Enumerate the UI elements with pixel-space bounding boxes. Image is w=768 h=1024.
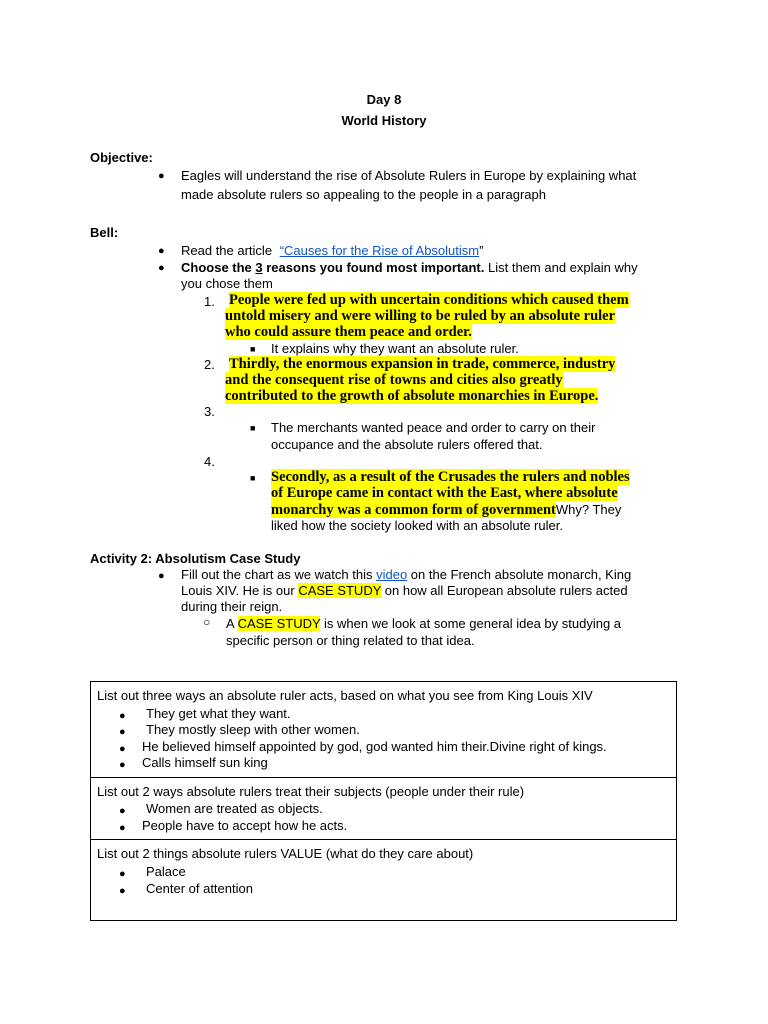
chart-answer[interactable]: People have to accept how he acts.	[142, 818, 348, 833]
activity-line-3: during their reign.	[181, 599, 283, 614]
square-bullet-icon: ■	[250, 423, 256, 433]
circle-bullet-icon: ○	[203, 615, 211, 629]
choose-bold-a: Choose the	[181, 260, 256, 275]
chart-prompt: List out 2 ways absolute rulers treat their subjects (people under their rule)	[97, 784, 525, 799]
bullet-icon: ●	[119, 805, 126, 817]
bullet-icon: ●	[119, 885, 126, 897]
bullet-icon: ●	[119, 743, 126, 755]
bullet-icon: ●	[158, 170, 165, 182]
item-4-quote-line-1: Secondly, as a result of the Crusades the rulers and nobles	[271, 469, 630, 485]
case-study-highlight: CASE STUDY	[298, 583, 382, 598]
item-1-quote-line-3: who could assure them peace and order.	[225, 324, 472, 340]
bullet-icon: ●	[158, 245, 165, 257]
choose-bold-num: 3	[255, 260, 263, 275]
square-bullet-icon: ■	[250, 344, 256, 354]
bell-label: Bell:	[90, 225, 119, 240]
bullet-icon: ●	[119, 868, 126, 880]
item-number: 4.	[204, 454, 215, 469]
chart-answer[interactable]: Calls himself sun king	[142, 755, 268, 770]
chart-prompt: List out three ways an absolute ruler acts, based on what you see from King Louis XIV	[97, 688, 593, 703]
item-1-explain: It explains why they want an absolute ruler.	[271, 341, 519, 356]
video-link[interactable]: video	[376, 567, 408, 582]
case-study-def-line-1: A CASE STUDY is when we look at some general idea by studying a	[226, 616, 622, 631]
item-2-quote-line-2: and the consequent rise of towns and cities also greatly	[225, 372, 563, 388]
chart-row-acts[interactable]	[90, 681, 677, 778]
chart-answer[interactable]: They mostly sleep with other women.	[146, 722, 360, 737]
bullet-icon: ●	[119, 726, 126, 738]
item-2-quote-line-3: contributed to the growth of absolute monarchies in Europe.	[225, 388, 599, 404]
item-4-explain-tail: Why? They	[555, 502, 622, 517]
item-number: 3.	[204, 404, 215, 419]
item-number: 1.	[204, 294, 215, 309]
chart-row-subjects[interactable]	[90, 777, 677, 840]
square-bullet-icon: ■	[250, 473, 256, 483]
chart-answer[interactable]: Palace	[146, 864, 186, 879]
activity-label: Activity 2: Absolutism Case Study	[90, 551, 301, 566]
item-3-explain-line-2: occupance and the absolute rulers offered that.	[271, 437, 543, 452]
chart-prompt: List out 2 things absolute rulers VALUE (what do they care about)	[97, 846, 474, 861]
objective-line-2: made absolute rulers so appealing to the people in a paragraph	[181, 187, 546, 202]
item-3-explain-line-1: The merchants wanted peace and order to carry on their	[271, 420, 596, 435]
chart-row-value[interactable]	[90, 839, 677, 921]
item-2-quote-line-1: Thirdly, the enormous expansion in trade, commerce, industry	[229, 356, 616, 372]
choose-line-1	[181, 260, 638, 277]
chart-answer[interactable]: Center of attention	[146, 881, 253, 896]
objective-label: Objective:	[90, 150, 153, 165]
day-heading: Day 8	[366, 92, 402, 107]
chart-answer[interactable]: He believed himself appointed by god, god wanted him their.Divine right of kings.	[142, 739, 607, 754]
activity-line-1: Fill out the chart as we watch this video on the French absolute monarch, King	[181, 567, 632, 582]
chart-answer[interactable]: They get what they want.	[146, 706, 291, 721]
item-number: 2.	[204, 357, 215, 372]
bullet-icon: ●	[119, 822, 126, 834]
bullet-icon: ●	[119, 759, 126, 771]
item-1-quote-line-1: People were fed up with uncertain conditions which caused them	[229, 292, 629, 308]
item-4-explain-line-2: liked how the society looked with an absolute ruler.	[271, 518, 563, 533]
objective-line-1: Eagles will understand the rise of Absolute Rulers in Europe by explaining what	[181, 168, 637, 183]
bullet-icon: ●	[158, 262, 165, 274]
bullet-icon: ●	[158, 570, 165, 582]
activity-line-2: Louis XIV. He is our CASE STUDY on how all European absolute rulers acted	[181, 583, 628, 598]
item-4-quote-line-2: of Europe came in contact with the East, where absolute	[271, 485, 618, 501]
case-study-highlight: CASE STUDY	[237, 616, 321, 631]
choose-rest: List them and explain why	[484, 260, 638, 275]
read-suffix: ”	[479, 243, 484, 258]
choose-line-2: you chose them	[181, 276, 273, 291]
choose-bold-b: reasons you found most important.	[262, 260, 485, 275]
article-link[interactable]: “Causes for the Rise of Absolutism	[279, 243, 480, 258]
item-4-quote-line-3: monarchy was a common form of governmentWhy? They	[271, 502, 622, 518]
read-prefix: Read the article	[181, 243, 273, 258]
item-1-quote-line-2: untold misery and were willing to be ruled by an absolute ruler	[225, 308, 616, 324]
case-study-def-line-2: specific person or thing related to that idea.	[226, 633, 475, 648]
bullet-icon: ●	[119, 710, 126, 722]
read-article-line	[181, 243, 483, 260]
chart-answer[interactable]: Women are treated as objects.	[146, 801, 323, 816]
subject-heading: World History	[341, 113, 427, 128]
